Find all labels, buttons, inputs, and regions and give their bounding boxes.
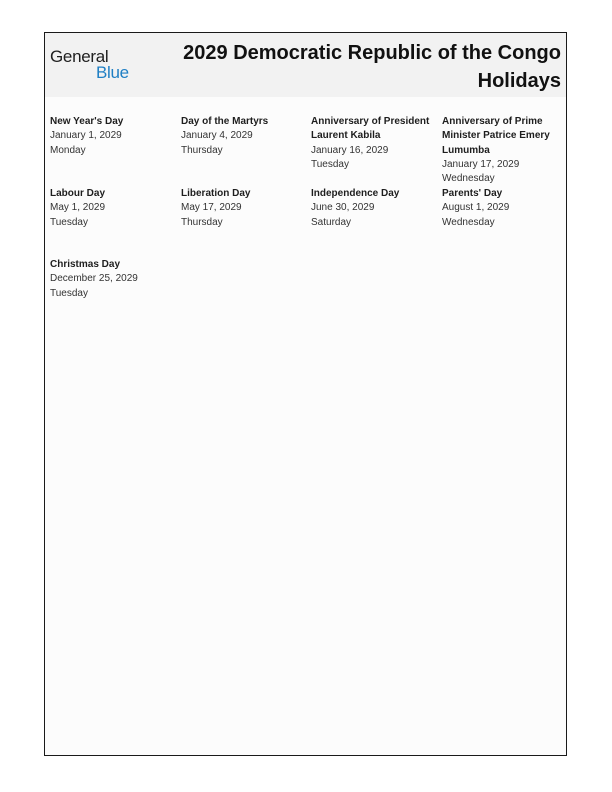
holiday-weekday: Monday xyxy=(50,144,86,156)
logo-word-general: General xyxy=(50,47,109,66)
holiday-name: Christmas Day xyxy=(50,259,121,270)
logo-word-blue: Blue xyxy=(96,63,129,82)
holiday-name: Day of the Martyrs xyxy=(181,116,269,127)
holiday-date: June 30, 2029 xyxy=(311,202,375,214)
holiday-date: January 16, 2029 xyxy=(311,144,389,156)
holiday-weekday: Tuesday xyxy=(50,216,88,228)
holiday-weekday: Thursday xyxy=(181,144,223,156)
holiday-weekday: Thursday xyxy=(181,216,223,228)
holiday-date: January 17, 2029 xyxy=(442,158,520,170)
holiday-date: December 25, 2029 xyxy=(50,273,138,285)
holiday-item xyxy=(50,258,175,301)
holiday-name: Anniversary of President Laurent Kabila xyxy=(311,116,430,142)
holiday-item xyxy=(50,115,175,158)
holiday-name: Parents' Day xyxy=(442,188,503,199)
holiday-item xyxy=(181,115,306,158)
holiday-date: January 4, 2029 xyxy=(181,130,253,142)
header-band xyxy=(45,33,566,97)
holiday-name: Liberation Day xyxy=(181,188,251,199)
generalblue-logo xyxy=(50,47,140,87)
holiday-item xyxy=(311,187,436,230)
holiday-name: Labour Day xyxy=(50,188,106,199)
holiday-item xyxy=(181,187,306,230)
holiday-weekday: Wednesday xyxy=(442,173,495,185)
holiday-item xyxy=(311,115,436,172)
holiday-name: Independence Day xyxy=(311,188,400,199)
holiday-name: New Year's Day xyxy=(50,116,124,127)
holiday-weekday: Tuesday xyxy=(311,158,349,170)
holiday-name: Anniversary of Prime Minister Patrice Emery Lumumba xyxy=(442,116,550,156)
holiday-date: May 17, 2029 xyxy=(181,202,242,214)
holiday-weekday: Tuesday xyxy=(50,287,88,299)
holiday-item xyxy=(442,187,567,230)
holiday-weekday: Saturday xyxy=(311,216,352,228)
holiday-date: August 1, 2029 xyxy=(442,202,510,214)
holiday-date: May 1, 2029 xyxy=(50,202,106,214)
page-title: 2029 Democratic Republic of the Congo Holidays xyxy=(183,42,561,92)
holiday-date: January 1, 2029 xyxy=(50,130,122,142)
holiday-item xyxy=(50,187,175,230)
holiday-weekday: Wednesday xyxy=(442,216,495,228)
page-frame xyxy=(44,32,567,756)
holiday-item xyxy=(442,115,567,186)
